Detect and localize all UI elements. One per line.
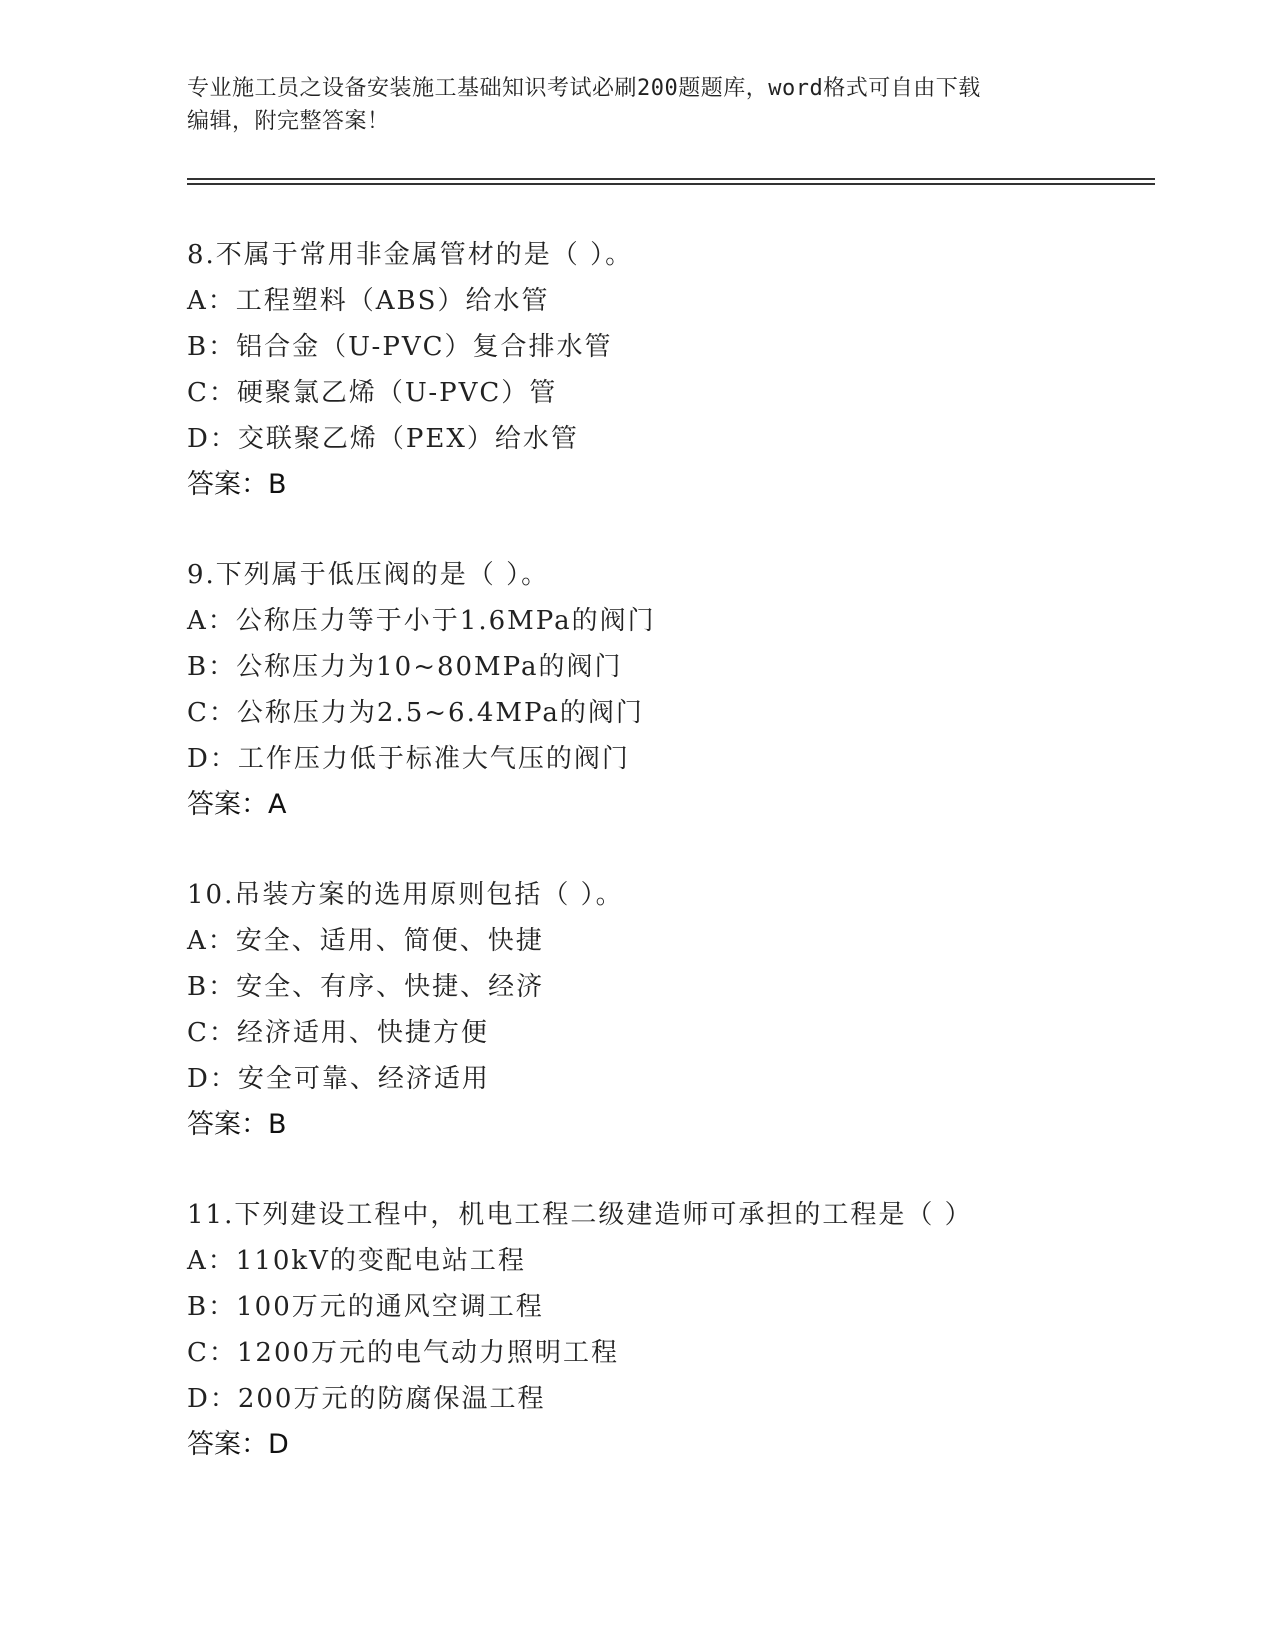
option-b: B：公称压力为10~80MPa的阀门 <box>187 652 623 682</box>
question-stem: 9.下列属于低压阀的是（ ）。 <box>187 560 550 590</box>
option-c: C：公称压力为2.5~6.4MPa的阀门 <box>187 698 644 728</box>
document-header <box>187 72 1087 138</box>
question-spacer <box>187 1148 1147 1192</box>
question-stem: 11.下列建设工程中，机电工程二级建造师可承担的工程是（ ） <box>187 1200 973 1230</box>
option-c: C：硬聚氯乙烯（U-PVC）管 <box>187 378 558 408</box>
question-list <box>187 232 1147 1468</box>
option-d: D：200万元的防腐保温工程 <box>187 1384 546 1414</box>
question-stem: 8.不属于常用非金属管材的是（ ）。 <box>187 240 634 270</box>
question-9 <box>187 552 1147 828</box>
header-title-line-1: 专业施工员之设备安装施工基础知识考试必刷200题题库，word格式可自由下载 <box>187 76 981 101</box>
option-b: B：100万元的通风空调工程 <box>187 1292 544 1322</box>
question-stem: 10.吊装方案的选用原则包括（ ）。 <box>187 880 624 910</box>
header-title-line-2: 编辑，附完整答案！ <box>187 109 390 134</box>
header-divider-bottom <box>187 183 1155 185</box>
question-10 <box>187 872 1147 1148</box>
option-b: B：铝合金（U-PVC）复合排水管 <box>187 332 613 362</box>
option-a: A：安全、适用、简便、快捷 <box>187 926 544 956</box>
option-d: D：交联聚乙烯（PEX）给水管 <box>187 424 579 454</box>
answer-line: 答案：B <box>187 469 287 500</box>
answer-line: 答案：D <box>187 1429 289 1460</box>
option-a: A：公称压力等于小于1.6MPa的阀门 <box>187 606 656 636</box>
option-a: A：工程塑料（ABS）给水管 <box>187 286 550 316</box>
question-spacer <box>187 508 1147 552</box>
option-b: B：安全、有序、快捷、经济 <box>187 972 545 1002</box>
question-spacer <box>187 828 1147 872</box>
option-c: C：经济适用、快捷方便 <box>187 1018 489 1048</box>
answer-line: 答案：B <box>187 1109 287 1140</box>
question-11 <box>187 1192 1147 1468</box>
option-d: D：安全可靠、经济适用 <box>187 1064 490 1094</box>
header-divider-top <box>187 178 1155 180</box>
option-c: C：1200万元的电气动力照明工程 <box>187 1338 620 1368</box>
option-d: D：工作压力低于标准大气压的阀门 <box>187 744 630 774</box>
option-a: A：110kV的变配电站工程 <box>187 1246 526 1276</box>
question-8 <box>187 232 1147 508</box>
answer-line: 答案：A <box>187 789 287 820</box>
